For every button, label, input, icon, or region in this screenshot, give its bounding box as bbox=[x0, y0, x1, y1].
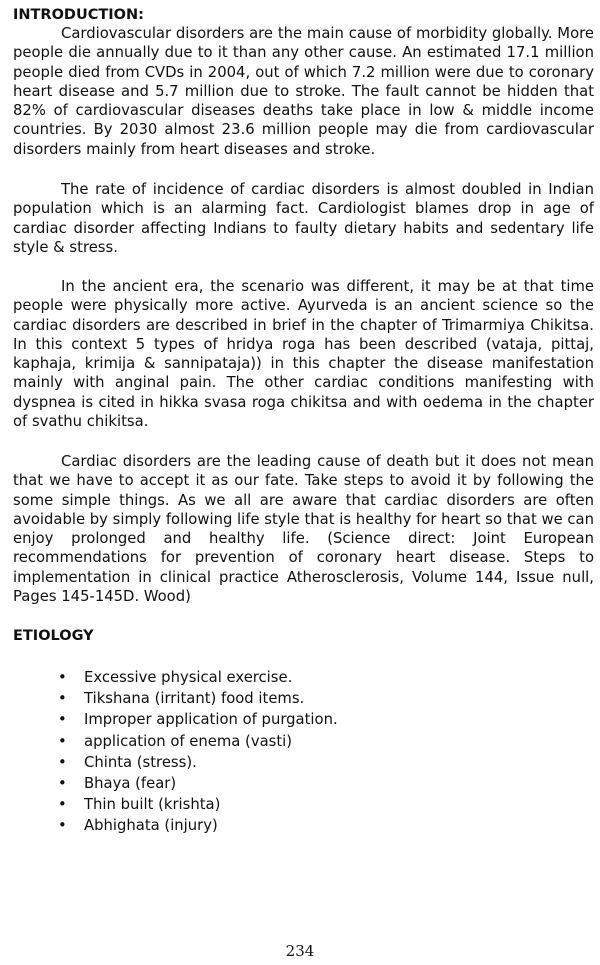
etiology-list-item bbox=[58, 731, 338, 752]
introduction-paragraph-4: Cardiac disorders are the leading cause of death but it does not mean that we have to accept it as our fate. Take steps to avoid it by following the some simple things. As we all are aware that cardiac disorders are often avoidable by simply following life style that is healthy for heart so that we can enjoy prolonged and healthy life. (Science direct: Joint European recommendations for prevention of coronary heart disease. Steps to implementation in clinical practice Atherosclerosis, Volume 144, Issue null, Pages 145-145D. Wood) bbox=[13, 453, 594, 606]
etiology-list-item bbox=[58, 794, 338, 815]
etiology-item-text: Abhighata (injury) bbox=[84, 817, 218, 835]
etiology-item-text: Tikshana (irritant) food items. bbox=[84, 690, 305, 708]
etiology-heading: ETIOLOGY bbox=[13, 628, 94, 644]
etiology-list bbox=[58, 667, 338, 837]
etiology-item-text: Bhaya (fear) bbox=[84, 775, 177, 793]
introduction-heading: INTRODUCTION: bbox=[13, 7, 144, 23]
etiology-list-item bbox=[58, 667, 338, 688]
etiology-list-item bbox=[58, 752, 338, 773]
page-number: 234 bbox=[285, 942, 315, 960]
bullet-icon: • bbox=[58, 775, 67, 793]
introduction-paragraph-2: The rate of incidence of cardiac disorders is almost doubled in Indian population which is an alarming fact. Cardiologist blames drop in age of cardiac disorder affecting Indians to faulty dietary habits and sedentary life style & stress. bbox=[13, 181, 594, 256]
etiology-list-item bbox=[58, 709, 338, 730]
etiology-item-text: application of enema (vasti) bbox=[84, 732, 293, 750]
bullet-icon: • bbox=[58, 796, 67, 814]
bullet-icon: • bbox=[58, 690, 67, 708]
bullet-icon: • bbox=[58, 732, 67, 750]
etiology-list-item bbox=[58, 688, 338, 709]
etiology-item-text: Improper application of purgation. bbox=[84, 711, 338, 729]
bullet-icon: • bbox=[58, 711, 67, 729]
etiology-item-text: Thin built (krishta) bbox=[84, 796, 221, 814]
bullet-icon: • bbox=[58, 817, 67, 835]
etiology-item-text: Excessive physical exercise. bbox=[84, 669, 293, 686]
introduction-paragraph-1: Cardiovascular disorders are the main cause of morbidity globally. More people die annually due to it than any other cause. An estimated 17.1 million people died from CVDs in 2004, out of which 7.2 million were due to coronary heart disease and 5.7 million due to stroke. The fault cannot be hidden that 82% of cardiovascular diseases deaths take place in low & middle income countries. By 2030 almost 23.6 million people may die from cardiovascular disorders mainly from heart diseases and stroke. bbox=[13, 25, 594, 158]
bullet-icon: • bbox=[58, 753, 67, 771]
etiology-item-text: Chinta (stress). bbox=[84, 753, 197, 771]
etiology-list-item bbox=[58, 773, 338, 794]
etiology-list-item bbox=[58, 815, 338, 836]
bullet-icon: • bbox=[58, 669, 67, 686]
introduction-paragraph-3: In the ancient era, the scenario was different, it may be at that time people were physically more active. Ayurveda is an ancient science so the cardiac disorders are described in brief in the chapter of Trimarmiya Chikitsa. In this context 5 types of hridya roga has been described (vataja, pittaj, kaphaja, krimija & sannipataja)) in this chapter the disease manifestation mainly with anginal pain. The other cardiac conditions manifesting with dyspnea is cited in hikka svasa roga chikitsa and with oedema in the chapter of svathu chikitsa. bbox=[13, 278, 594, 431]
